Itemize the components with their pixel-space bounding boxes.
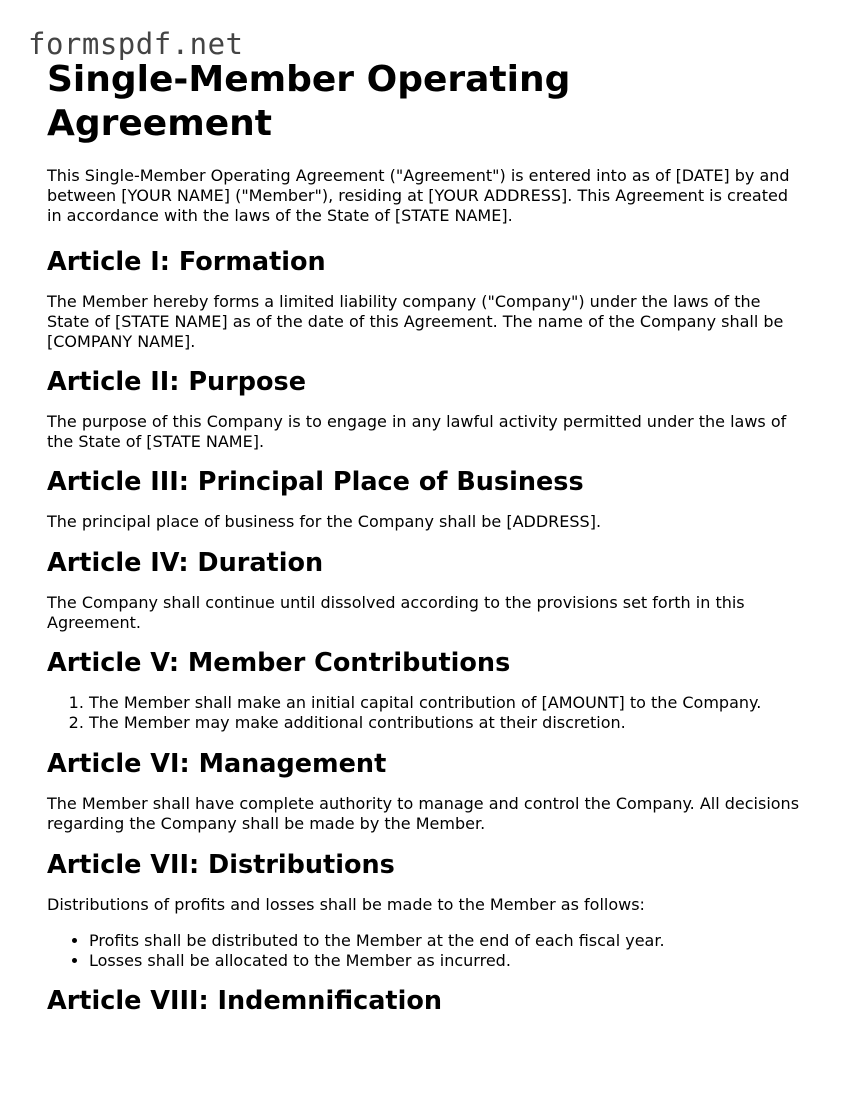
list-item: 2. The Member may make additional contributions at their discretion. — [89, 713, 807, 733]
article-3-heading: Article III: Principal Place of Business — [47, 467, 584, 497]
distributions-list — [47, 931, 807, 971]
article-8-heading: Article VIII: Indemnification — [47, 986, 443, 1016]
contributions-list — [47, 693, 807, 733]
article-6-heading: Article VI: Management — [47, 749, 387, 779]
document-page — [47, 58, 807, 1017]
article-2-text: The purpose of this Company is to engage in any lawful activity permitted under the laws of the State of [STATE NAME]. — [47, 412, 787, 451]
list-item: • Losses shall be allocated to the Member as incurred. — [89, 951, 807, 971]
article-7-text: Distributions of profits and losses shall be made to the Member as follows: — [47, 895, 645, 914]
document-title: Single-Member Operating Agreement — [47, 59, 571, 144]
article-2-heading: Article II: Purpose — [47, 367, 306, 397]
list-item: 1. The Member shall make an initial capital contribution of [AMOUNT] to the Company. — [89, 693, 807, 713]
article-1-heading: Article I: Formation — [47, 247, 326, 277]
intro-paragraph: This Single-Member Operating Agreement ("Agreement") is entered into as of [DATE] by and between [YOUR NAME] ("Member"), residing at [YOUR ADDRESS]. This Agreement is created in accordance with the laws of the State of [STATE NAME]. — [47, 166, 790, 225]
article-7-heading: Article VII: Distributions — [47, 850, 395, 880]
article-5-heading: Article V: Member Contributions — [47, 648, 511, 678]
article-4-heading: Article IV: Duration — [47, 548, 324, 578]
article-6-text: The Member shall have complete authority to manage and control the Company. All decisions regarding the Company shall be made by the Member. — [47, 794, 800, 833]
article-4-text: The Company shall continue until dissolved according to the provisions set forth in this Agreement. — [47, 593, 745, 632]
article-3-text: The principal place of business for the Company shall be [ADDRESS]. — [47, 512, 602, 531]
watermark: formspdf.net — [28, 27, 244, 61]
list-item: • Profits shall be distributed to the Member at the end of each fiscal year. — [89, 931, 807, 951]
article-1-text: The Member hereby forms a limited liability company ("Company") under the laws of the State of [STATE NAME] as of the date of this Agreement. The name of the Company shall be [COMPANY NAME]. — [47, 292, 784, 351]
